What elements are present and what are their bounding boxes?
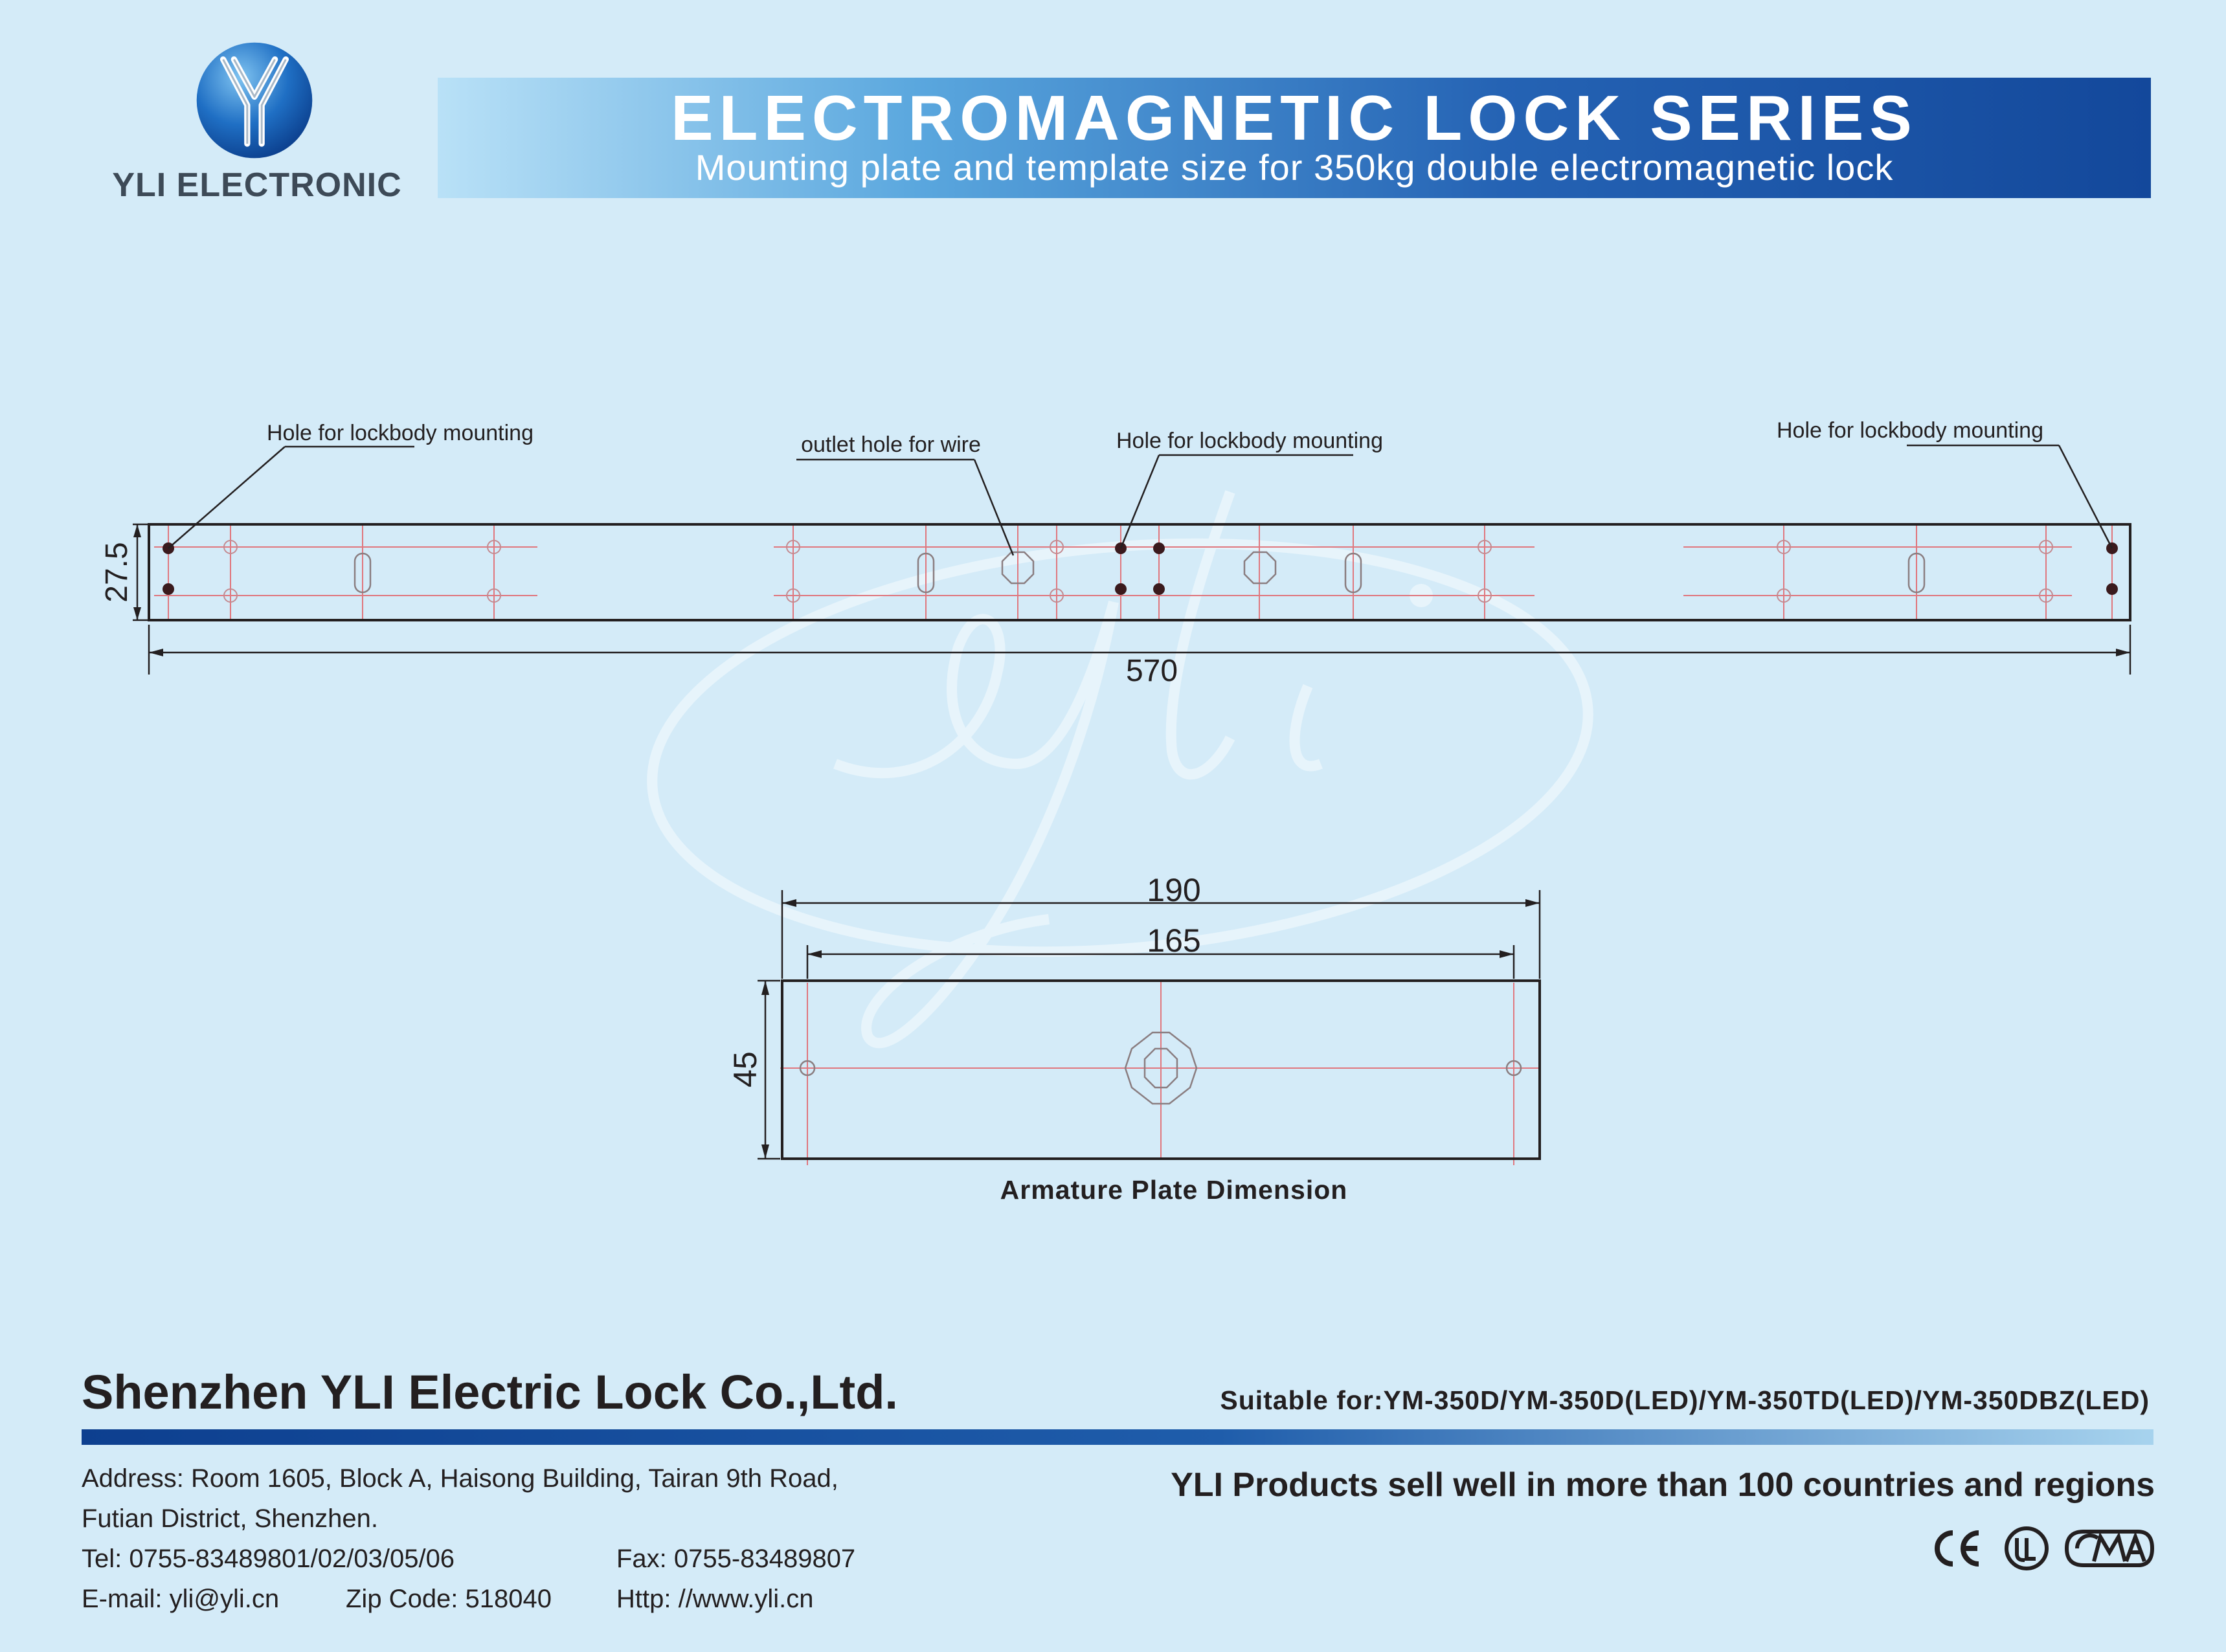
- dim-plate-height: 27.5: [100, 542, 134, 603]
- zip-code: Zip Code: 518040: [346, 1585, 552, 1613]
- label-hole-right: Hole for lockbody mounting: [1776, 418, 2044, 443]
- address-line-1: Address: Room 1605, Block A, Haisong Building, Tairan 9th Road,: [82, 1464, 838, 1493]
- fax: Fax: 0755-83489807: [616, 1545, 856, 1573]
- telephone: Tel: 0755-83489801/02/03/05/06: [82, 1545, 455, 1573]
- suitable-models: Suitable for:YM-350D/YM-350D(LED)/YM-350TD(LED)/YM-350DBZ(LED): [1220, 1385, 2150, 1415]
- website: Http: //www.yli.cn: [616, 1585, 814, 1613]
- company-name: Shenzhen YLI Electric Lock Co.,Ltd.: [82, 1365, 898, 1419]
- dim-armature-height: 45: [727, 1051, 763, 1088]
- address-line-2: Futian District, Shenzhen.: [82, 1504, 378, 1533]
- dim-armature-holes: 165: [1147, 922, 1201, 959]
- ce-mark-icon: [1937, 1533, 1979, 1564]
- armature-caption: Armature Plate Dimension: [1000, 1175, 1348, 1205]
- certification-marks: [1924, 1523, 2155, 1574]
- tagline: YLI Products sell well in more than 100 countries and regions: [1171, 1466, 2155, 1504]
- ul-mark-icon: [2007, 1528, 2047, 1568]
- label-outlet-hole: outlet hole for wire: [801, 432, 981, 457]
- page-title: ELECTROMAGNETIC LOCK SERIES: [671, 82, 1918, 153]
- cma-mark-icon: [2067, 1532, 2152, 1565]
- page-subtitle: Mounting plate and template size for 350kg double electromagnetic lock: [695, 147, 1894, 188]
- footer-divider: [82, 1429, 2153, 1445]
- label-hole-center: Hole for lockbody mounting: [1116, 429, 1384, 453]
- label-hole-left: Hole for lockbody mounting: [266, 421, 534, 445]
- dim-armature-outer: 190: [1147, 872, 1201, 908]
- dim-plate-length: 570: [1125, 654, 1178, 688]
- mounting-plate: [133, 445, 2130, 675]
- email: E-mail: yli@yli.cn: [82, 1585, 280, 1613]
- brand-name: YLI ELECTRONIC: [112, 166, 402, 204]
